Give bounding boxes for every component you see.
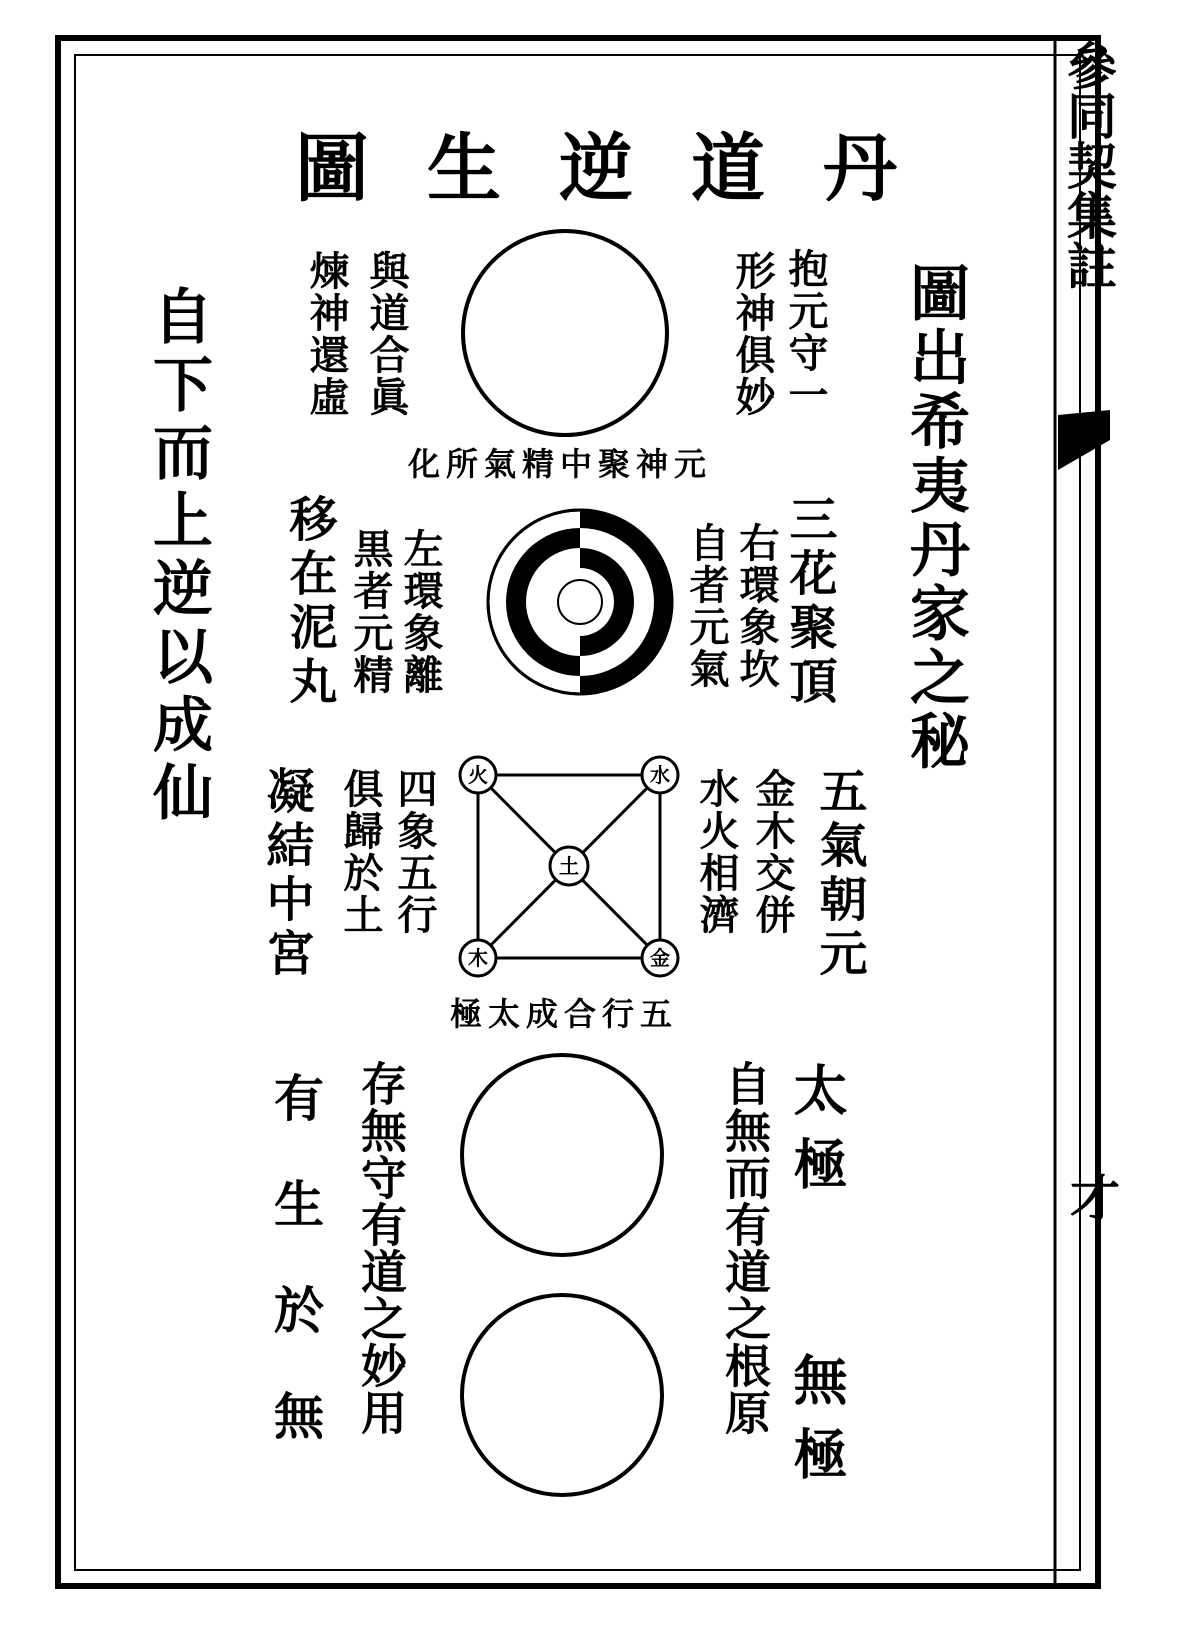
node-label-earth: 土: [559, 854, 579, 878]
s4-left-inner: 存無守有道之妙用: [354, 1060, 408, 1436]
s2-left-inner: 黒者元精: [347, 528, 394, 696]
s3-left-outer: 凝結中宮: [258, 766, 314, 982]
s1-caption: 化所氣精中聚神元: [408, 445, 713, 483]
taiji-circle: [462, 1055, 662, 1255]
margin-title: 參同契集註: [1059, 40, 1118, 290]
s2-left-outer: 移在泥丸: [281, 494, 337, 710]
s1-right-inner: 形神俱妙: [729, 250, 776, 418]
kan-li-rings: [488, 510, 672, 694]
s3-caption: 極太成合行五: [450, 995, 679, 1033]
s3-left-mid: 俱歸於土: [337, 768, 384, 936]
s2-left-mid: 左環象離: [397, 528, 444, 696]
ring-core: [558, 580, 602, 624]
node-label-wood: 木: [468, 946, 488, 970]
s2-right-mid: 右環象坎: [733, 522, 780, 690]
s3-right-mid: 金木交併: [749, 768, 796, 936]
margin-wedge: [1058, 410, 1110, 470]
margin-char: 才: [1062, 1172, 1121, 1222]
s4-right-wuji: 無極: [785, 1352, 849, 1500]
s3-right-inner: 水火相濟: [693, 768, 740, 936]
node-label-fire: 火: [468, 763, 488, 787]
s3-left-inner: 四象五行: [391, 768, 438, 936]
wuji-circle: [462, 1295, 662, 1495]
s4-right-taiji: 太極: [785, 1062, 849, 1210]
side-text-right: 圖出希夷丹家之秘: [900, 262, 970, 774]
side-text-left: 自下而上逆以成仙: [143, 285, 213, 829]
s4-right-inner: 自無而有道之根原: [718, 1060, 772, 1436]
page-title: 圖生逆道丹: [295, 126, 955, 212]
s3-right-outer: 五氣朝元: [811, 766, 867, 982]
node-label-water: 水: [650, 763, 670, 787]
s1-left-outer: 煉神還虛: [303, 250, 350, 418]
node-label-metal: 金: [650, 946, 670, 970]
s2-right-inner: 自者元氣: [683, 522, 730, 690]
empty-circle-top: [463, 231, 667, 435]
s1-left-inner: 與道合眞: [363, 250, 410, 418]
s2-right-outer: 三花聚頂: [781, 494, 837, 710]
s4-left-outer: 有生於無: [266, 1072, 325, 1496]
s1-right-outer: 抱元守一: [782, 248, 829, 416]
